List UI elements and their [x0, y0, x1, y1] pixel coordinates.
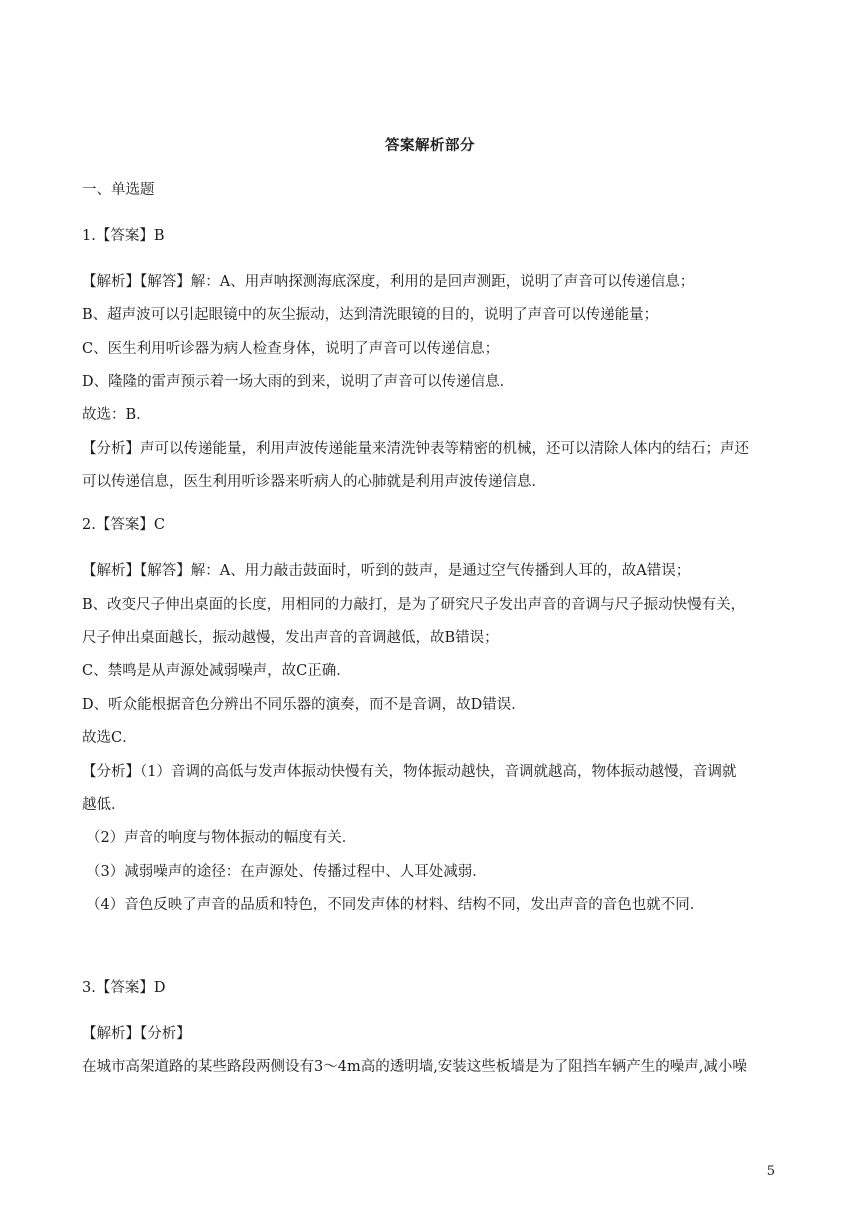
- q3-explanation-heading: 【解析】【分析】: [82, 1026, 191, 1042]
- q2-explanation-line: C、禁鸣是从声源处减弱噪声，故C正确．: [82, 663, 351, 679]
- q1-analysis-line: 可以传递信息，医生利用听诊器来听病人的心肺就是利用声波传递信息．: [82, 474, 546, 490]
- q2-explanation-line: D、听众能根据音色分辨出不同乐器的演奏，而不是音调，故D错误．: [82, 697, 526, 713]
- q1-explanation-line: B、超声波可以引起眼镜中的灰尘振动，达到清洗眼镜的目的，说明了声音可以传递能量；: [82, 307, 659, 323]
- q2-explanation-line: 【解析】【解答】解：A、用力敲击鼓面时，听到的鼓声，是通过空气传播到人耳的，故A错误；: [82, 563, 691, 579]
- q1-explanation-line: 【解析】【解答】解：A、用声呐探测海底深度，利用的是回声测距，说明了声音可以传递信息；: [82, 274, 695, 290]
- q2-analysis-line: （3）减弱噪声的途径：在声源处、传播过程中、人耳处减弱．: [86, 864, 487, 880]
- section-heading: 一、单选题: [82, 182, 155, 198]
- q2-analysis-line: 【分析】（1）音调的高低与发声体振动快慢有关，物体振动越快，音调就越高，物体振动越慢，音调就: [82, 764, 737, 780]
- q1-explanation-line: C、医生利用听诊器为病人检查身体，说明了声音可以传递信息；: [82, 341, 500, 357]
- q2-answer: 2.【答案】C: [82, 517, 165, 533]
- q2-analysis-line: （4）音色反映了声音的品质和特色，不同发声体的材料、结构不同，发出声音的音色也就不同．: [86, 897, 705, 913]
- q1-conclusion: 故选：B．: [82, 407, 151, 423]
- q1-explanation-line: D、隆隆的雷声预示着一场大雨的到来，说明了声音可以传递信息．: [82, 374, 515, 390]
- q2-analysis-line: 越低．: [82, 797, 126, 813]
- q1-answer: 1.【答案】B: [82, 228, 165, 244]
- q1-analysis-line: 【分析】声可以传递能量，利用声波传递能量来清洗钟表等精密的机械，还可以清除人体内的结石；声还: [82, 441, 749, 457]
- q2-conclusion: 故选C．: [82, 730, 137, 746]
- page-number: 5: [766, 1164, 775, 1179]
- q3-explanation-line: 在城市高架道路的某些路段两侧设有3～4m高的透明墙,安装这些板墙是为了阻挡车辆产生的噪声,减小噪: [82, 1059, 747, 1075]
- page-title: 答案解析部分: [385, 137, 475, 154]
- q2-explanation-line: 尺子伸出桌面越长，振动越慢，发出声音的音调越低，故B错误；: [82, 630, 499, 646]
- q2-analysis-line: （2）声音的响度与物体振动的幅度有关．: [86, 830, 357, 846]
- q3-answer: 3.【答案】D: [82, 980, 166, 996]
- q2-explanation-line: B、改变尺子伸出桌面的长度，用相同的力敲打，是为了研究尺子发出声音的音调与尺子振动快慢有关，: [82, 597, 746, 613]
